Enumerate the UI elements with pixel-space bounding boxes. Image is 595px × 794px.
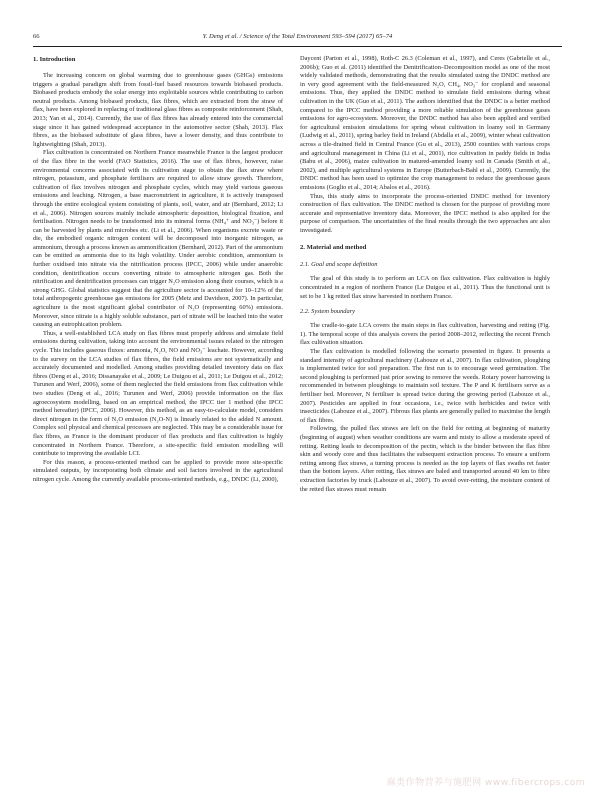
running-header — [33, 33, 562, 45]
section-heading-material-method: 2. Material and method — [300, 244, 367, 252]
watermark: 麻类作物营养与施肥网 www.fibercrops.com — [386, 778, 585, 788]
subsection-heading-system-boundary: 2.2. System boundary — [300, 308, 356, 316]
page-number: 66 — [33, 33, 40, 40]
right-column — [300, 55, 550, 494]
paragraph: Following, the pulled flax straws are left on the field for retting at beginning of maturity (beginning of august) when weather conditions are warm and misty to allow a moderate speed of retting. Retting leads to decomposition of the pectin, which is the binder between the flax fibre skin and woody core and thus facilitates the subsequent extraction process. To ensure a uniform retting among flax straws, a turning process is needed as the top layers of flax swaths ret faster than the bottom layers. After retting, flax straws are baled and transported around 40 km to fibre extraction factories by truck (Labouze et al., 2007). To avoid over-retting, the moisture content of the retted flax straws must remain — [300, 425, 550, 493]
paragraph: The increasing concern on global warming due to greenhouse gases (GHGs) emissions triggers a gradual paradigm shift from fossil-fuel based resources towards biobased products. Biobased products embody the solar energy into exploitable sources while contributing to carbon neutral products. Among biobased products, flax fibres, which are extracted from the straw of flax, have been explored in replacing of traditional glass fibres as composite reinforcement (Shah, 2013; Yan et al., 2014). Currently, the use of flax fibres has already entered into the commercial stage since it has gained widespread acceptance in the automotive sector (Shah, 2013). Flax fibres, as the biobased substitute of glass fibres, have a lower density, and thus contribute to lightweighting (Shah, 2013). — [33, 72, 283, 148]
paragraph: Daycent (Parton et al., 1998), Roth-C 26.3 (Coleman et al., 1997), and Ceres (Gabrielle et al., 2006b); Guo et al. (2011) identified the Denitrification–Decomposition model as one of the most widely validated methods, demonstrating that the results simulated using the DNDC method are in very good agreement with the field-measured N₂O, CH₄, NO₃⁻ for cropland and seasonal emissions. Thus, they applied the DNDC method to simulate field emissions during wheat cultivation in the UK (Guo et al., 2011). The authors identified that the DNDC is a better method compared to the IPCC method providing a more reliable simulation of the greenhouse gases emissions for agro-ecosystem. Moreover, the DNDC method has also been applied and verified for agricultural emission simulations for spring wheat cultivation in loamy soil in Germany (Ludwig et al., 2011), spring barley field in Ireland (Abdalla et al., 2009), winter wheat cultivation across a tile-drained field in Central France (Gu et al., 2013), 2500 counties with various crops and agricultural management in China (Li et al., 2001), rice cultivation in paddy fields in India (Babu et al., 2006), maize cultivation in matured-amended loamy soil in Canada (Smith et al., 2002), and multiple agricultural systems in Europe (Butterbach-Bahl et al., 2009). Currently, the DNDC method has been used to optimize the crop management to reduce the greenhouse gases emissions (Goglio et al., 2014; Abalos et al., 2016). — [300, 55, 550, 191]
left-column — [33, 55, 283, 485]
paragraph: Flax cultivation is concentrated on Northern France meanwhile France is the largest producer of the flax fibre in the world (FAO Statistics, 2016). The use of flax fibres, however, raise environmental concerns associated with its cultivation stage to obtain the flax straw where nitrogen, potassium, and phosphate fertilisers are required to allow straw growth. Therefore, cultivation of flax involves nitrogen and phosphate cycles, which may yield various gaseous emissions and leaching. Nitrogen, a base macronutrient in agriculture, it is actively transposed through the entire ecological system consisting of plants, soil, water, and air (Bernhard, 2012; Li et al., 2006). Nitrogen sources mainly include atmospheric deposition, biological fixation, and fertilisation. Nitrogen needs to be transformed into its mineral forms (NH₄⁺ and NO₃⁻) before it can be harvested by plants and microbes etc. (Li et al., 2006). When organisms excrete waste or die, the embodied organic nitrogen content will be decomposed into inorganic nitrogen, as ammonium, through a process known as ammonification (Bernhard, 2012). Part of the ammonium can be emitted as ammonia due to its high volatility. Under aerobic condition, ammonium is further oxidised into nitrate via the nitrification process (IPCC, 2006) while under anaerobic condition, denitrification occurs converting nitrate to atmospheric nitrogen gas. Both the nitrification and denitrification processes can trigger N₂O emission along their courses, which is a strong GHG. Global statistics suggest that the agriculture sector is accounted for 10–12% of the total anthropogenic greenhouse gas emissions for 2005 (Metz and Davidson, 2007). In particular, agriculture is the most significant global contributor of N₂O (representing 60%) emissions. Moreover, since nitrate is a highly soluble substance, part of nitrate will be leached into the water causing an eutrophication problem. — [33, 149, 283, 329]
journal-citation: Y. Deng et al. / Science of the Total Environment 593–594 (2017) 65–74 — [202, 33, 393, 40]
subsection-heading-goal-scope: 2.1. Goal and scope definition — [300, 261, 378, 269]
paragraph: Thus, this study aims to incorporate the process-oriented DNDC method for inventory construction of flax cultivation. The DNDC method is chosen for the purpose of providing more accurate and representative inventory data. Moreover, the IPCC method is also applied for the purpose of comparison. The uncertainties of the final results through the two approaches are also investigated. — [300, 192, 550, 234]
paragraph: The flax cultivation is modelled following the scenario presented in figure. It presents a standard intensity of agricultural machinery (Labouze et al., 2007). In flax cultivation, ploughing is implemented twice for soil preparation. The first run is to encourage weed germination. The second ploughing is performed just prior sowing to remove the weeds. Rotary power harrowing is recommended in between ploughings to maintain soil texture. The P and K fertilisers serve as a fertiliser bed. Moreover, N fertiliser is spread twice during the growing period (Labouze et al., 2007). Pesticides are applied in four occasions, i.e., twice with herbicides and twice with insecticides (Labouze et al., 2007). Fibrous flax plants are generally pulled to maximise the length of flax fibres. — [300, 348, 550, 424]
paragraph: Thus, a well-established LCA study on flax fibres must properly address and simulate field emissions during cultivation, taking into account the environmental issues related to the nitrogen cycle. This includes gaseous fluxes: ammonia, N₂O, NO and NO₃⁻ leachate. However, according to the survey on the LCA studies of flax fibres, the field emissions are not systematically and accurately documented and modelled. Among studies providing detailed inventory data on flax fibres (Deng et al., 2016; Dissanayake et al., 2009; Le Duigou et al., 2011; Le Duigou et al., 2012; Turunen and Werf, 2006), some of them neglected the field emissions from flax cultivation while two studies (Deng et al., 2016; Turunen and Werf, 2006) provide information on the flax agroecosystem modelling, based on an empirical method, the IPCC tier 1 method (the IPCC method hereafter) (IPCC, 2006). However, this method, as an easy-to-calculate model, considers direct nitrogen in the form of N₂O emission (N₂O-N) is linearly related to the added N amount. Complex soil physical and chemical processes are neglected. This may be a considerable issue for flax fibres, as France is the dominant producer of flax products and flax cultivation is highly concentrated in Northern France. Therefore, a site-specific field emission modelling will contribute to improving the available LCI. — [33, 329, 283, 458]
paragraph: The cradle-to-gate LCA covers the main steps in flax cultivation, harvesting and retting (Fig. 1). The temporal scope of this analysis covers the period 2008–2012, reflecting the recent French flax cultivation situation. — [300, 322, 550, 347]
paragraph: For this reason, a process-oriented method can be applied to provide more site-specific simulated outputs, by incorporating both climate and soil factors involved in the agricultural nitrogen cycle. Among the currently available process-oriented methods, e.g., DNDC (Li, 2000), — [33, 458, 283, 483]
header-rule — [33, 46, 562, 47]
section-heading-introduction: 1. Introduction — [33, 56, 76, 63]
paragraph: The goal of this study is to perform an LCA on flax cultivation. Flax cultivation is highly concentrated in a region of northern France (Le Duigou et al., 2011). Thus the functional unit is set to be 1 kg retted flax straw harvested in northern France. — [300, 275, 550, 300]
